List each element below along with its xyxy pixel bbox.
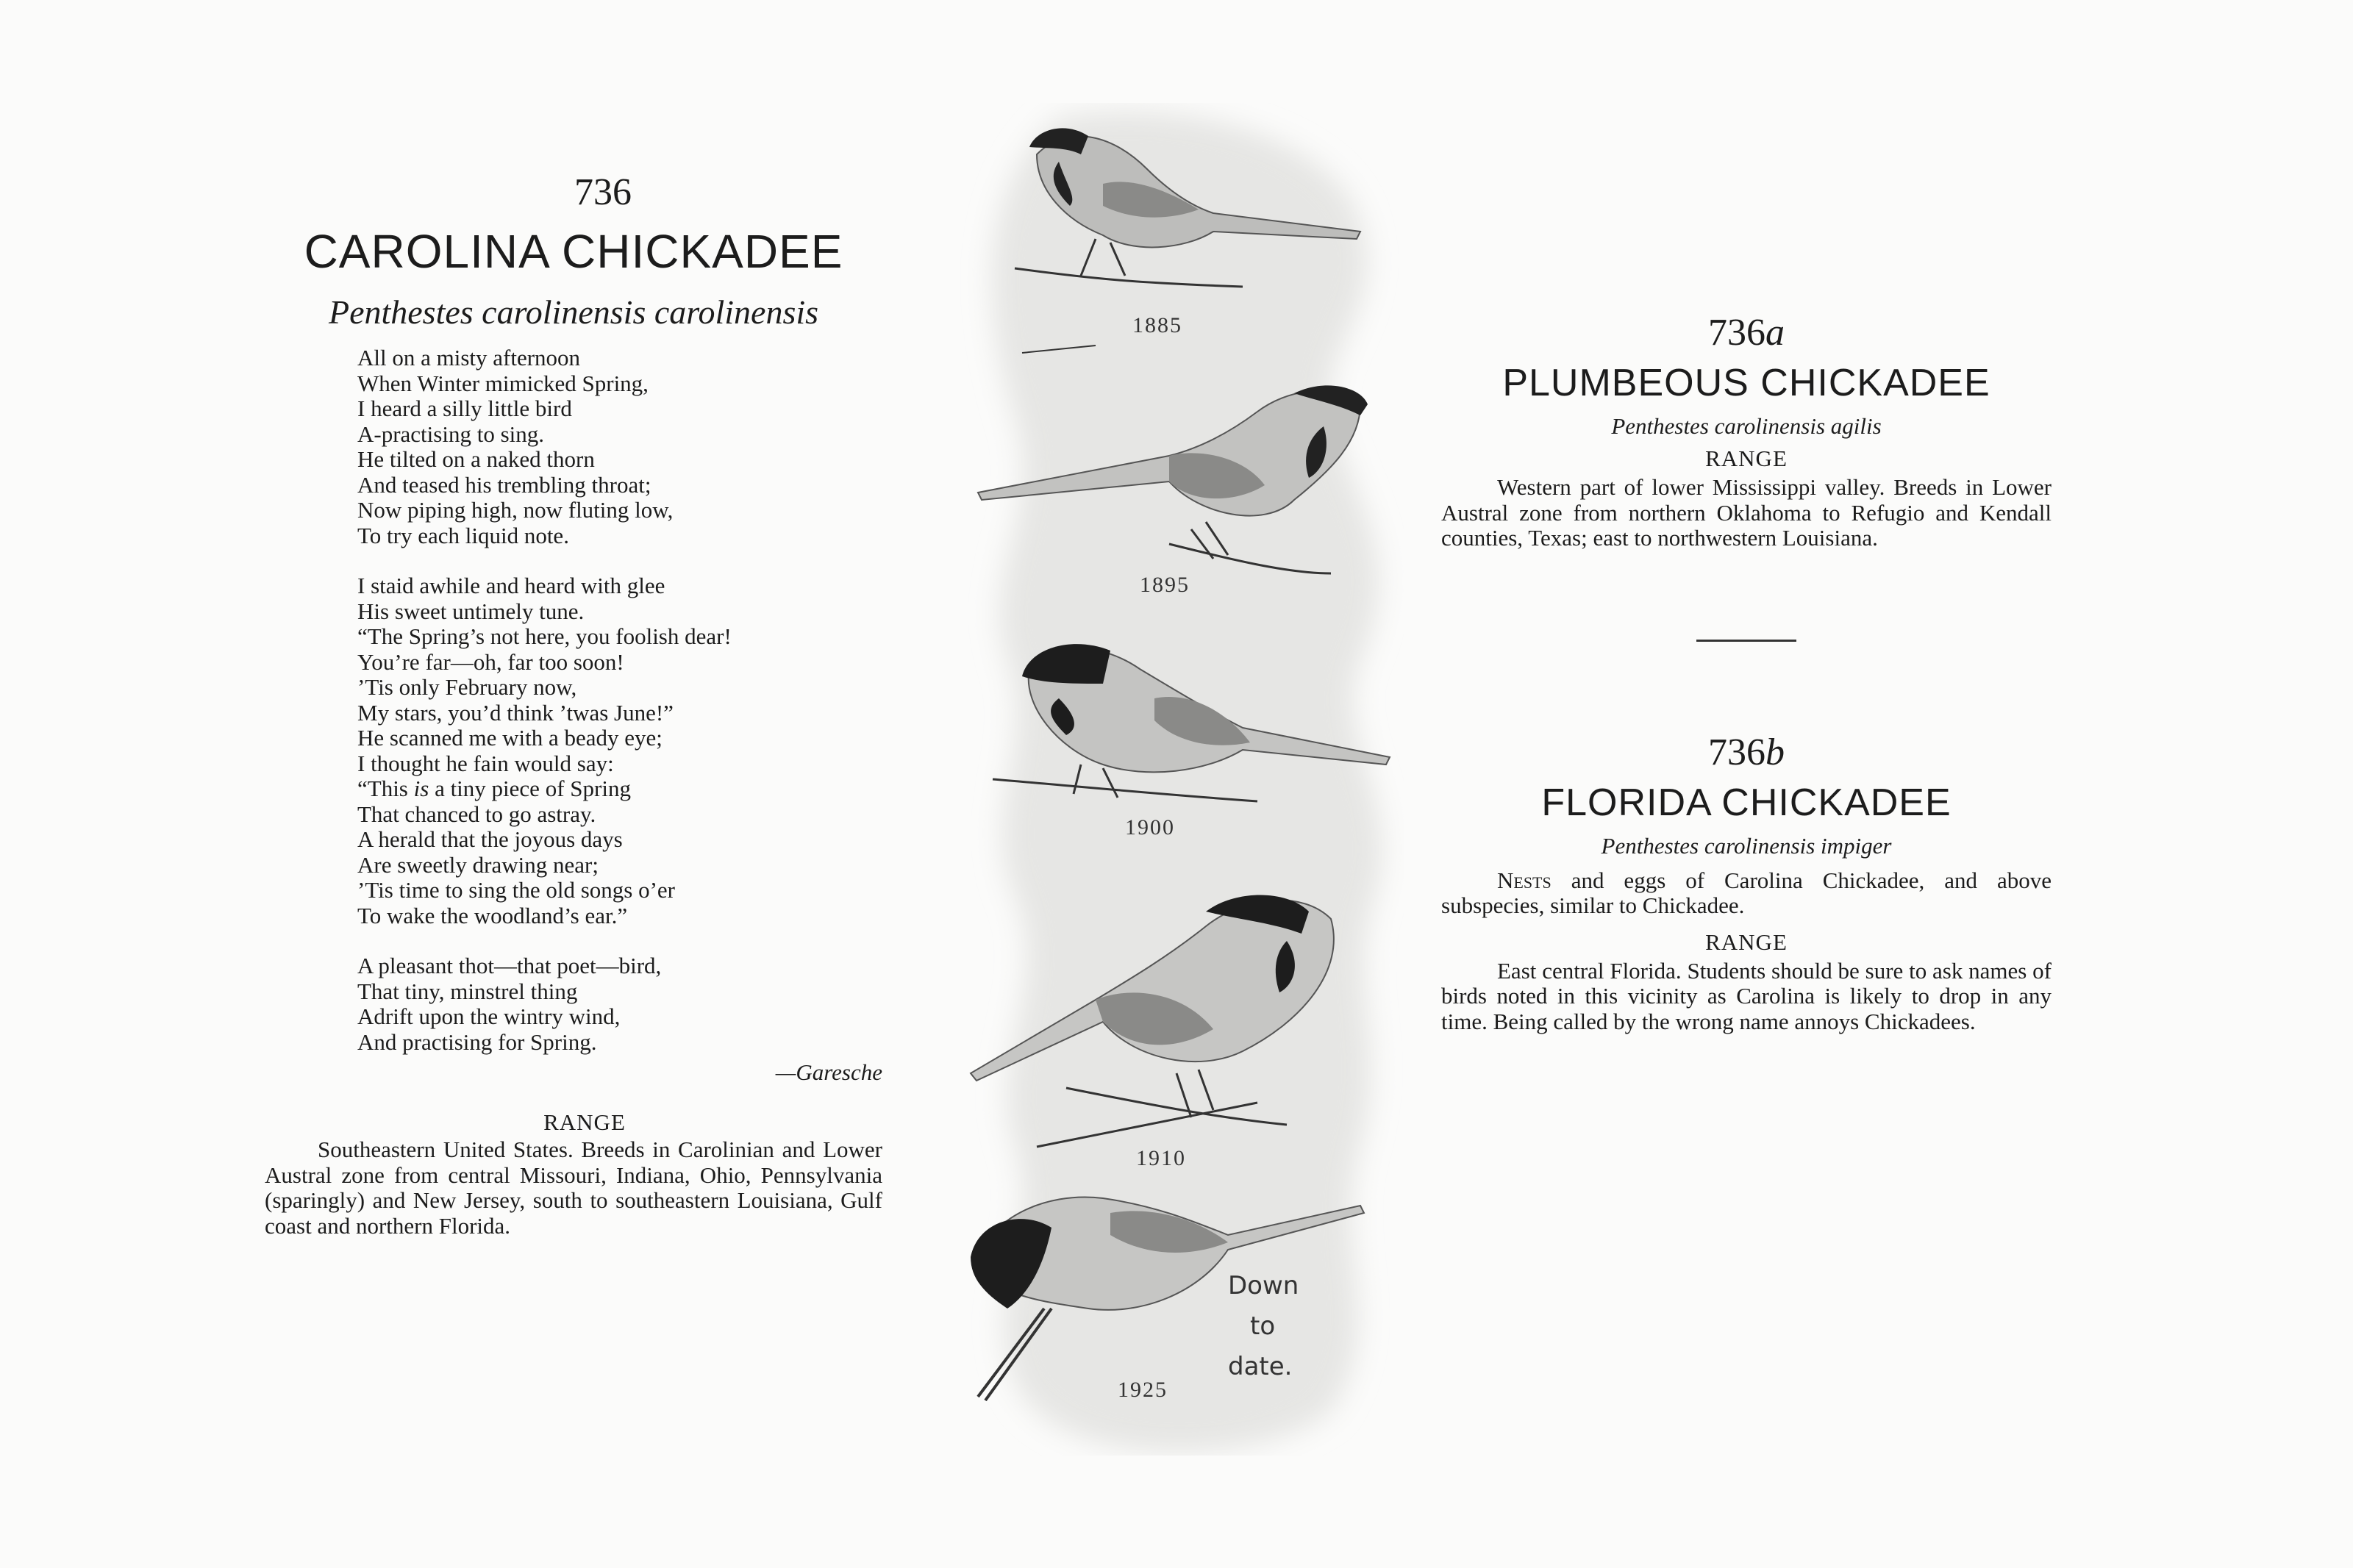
poem-line: Now piping high, now fluting low,	[357, 497, 674, 523]
range-heading: RANGE	[1705, 445, 1788, 471]
poem-line	[357, 776, 882, 802]
year-label-1925: 1925	[1118, 1378, 1168, 1402]
species-number-base: 736	[1708, 312, 1765, 354]
year-label-1910: 1910	[1136, 1146, 1186, 1170]
poem-line: Are sweetly drawing near;	[357, 851, 599, 878]
species-common-name: PLUMBEOUS CHICKADEE	[1502, 362, 1990, 404]
poem-line: A-practising to sing.	[357, 420, 544, 447]
poem-stanza-1	[357, 346, 882, 548]
poem-line: That chanced to go astray.	[357, 801, 596, 827]
poem-line: To wake the woodland’s ear.”	[357, 902, 628, 928]
species-number-base: 736	[1708, 731, 1765, 773]
species-number-suffix: b	[1765, 731, 1785, 773]
poem-line: A herald that the joyous days	[357, 826, 623, 852]
section-divider	[1696, 640, 1796, 642]
handwritten-note-line-3: date.	[1228, 1352, 1293, 1381]
poem-line: That tiny, minstrel thing	[357, 978, 578, 1004]
range-heading: RANGE	[1705, 928, 1788, 955]
poem-line-part: “This	[357, 776, 414, 801]
poem-line-part: a tiny piece of Spring	[429, 776, 631, 801]
year-label-1895: 1895	[1140, 573, 1190, 597]
handwritten-note-line-2: to	[1250, 1311, 1276, 1341]
species-number	[1441, 309, 2052, 357]
florida-chickadee-section	[1441, 728, 2052, 1035]
subspecies-section	[1441, 309, 2052, 1034]
species-number-suffix: a	[1765, 312, 1785, 354]
species-scientific-name: Penthestes carolinensis impiger	[1601, 832, 1892, 859]
poem-line: Adrift upon the wintry wind,	[357, 1003, 621, 1029]
poem-line: My stars, you’d think ’twas June!”	[357, 699, 674, 726]
poem-stanza-3	[357, 953, 882, 1055]
poem-line: I heard a silly little bird	[357, 395, 572, 421]
poem-line: And practising for Spring.	[357, 1028, 597, 1055]
nests-text	[1441, 868, 2052, 919]
plumbeous-chickadee-section	[1441, 309, 2052, 551]
poem-line: To try each liquid note.	[357, 522, 569, 548]
poem-line: ’Tis time to sing the old songs o’er	[357, 877, 676, 903]
poem-line: He scanned me with a beady eye;	[357, 725, 663, 751]
poem-line: His sweet untimely tune.	[357, 598, 585, 624]
poem-line: I staid awhile and heard with glee	[357, 573, 665, 598]
species-common-name: FLORIDA CHICKADEE	[1541, 781, 1952, 824]
range-heading: RANGE	[543, 1109, 626, 1135]
range-text: East central Florida. Students should be sure to ask names of birds noted in this vicinity as Carolina is likely to drop in any time. Being called by the wrong name annoys Chickadees.	[1441, 957, 2052, 1034]
poem-line: I thought he fain would say:	[357, 750, 614, 776]
year-label-1900: 1900	[1125, 815, 1175, 840]
poem-line: And teased his trembling throat;	[357, 471, 651, 498]
nests-body: and eggs of Carolina Chickadee, and above subspecies, similar to Chickadee.	[1441, 867, 2052, 918]
poem-stanza-2	[357, 573, 882, 928]
poem-line: “The Spring’s not here, you foolish dear!	[357, 623, 732, 649]
poem-line: You’re far—oh, far too soon!	[357, 648, 624, 675]
range-text: Western part of lower Mississippi valley. Breeds in Lower Austral zone from northern Oklahoma to Refugio and Kendall counties, Texas; east to northwestern Louisiana.	[1441, 474, 2052, 551]
poem-line: He tilted on a naked thorn	[357, 446, 595, 472]
poem-line: All on a misty afternoon	[357, 345, 581, 370]
plate-drawing	[949, 103, 1404, 1456]
species-number: 736	[574, 171, 632, 213]
species-scientific-name: Penthestes carolinensis carolinensis	[328, 293, 819, 331]
handwritten-note-line-1: Down	[1228, 1271, 1299, 1300]
nests-lead: Nests	[1497, 867, 1552, 893]
poem	[357, 346, 882, 1055]
poem-emphasis: is	[413, 776, 429, 801]
poem-line: A pleasant thot—that poet—bird,	[357, 953, 662, 978]
carolina-chickadee-section	[265, 169, 882, 1239]
poem-line: ’Tis only February now,	[357, 674, 577, 700]
poem-attribution: —Garesche	[775, 1059, 882, 1085]
range-section	[265, 1109, 882, 1239]
poem-line: When Winter mimicked Spring,	[357, 370, 649, 396]
chickadee-illustration-plate	[949, 103, 1404, 1456]
species-number	[1441, 728, 2052, 777]
species-scientific-name: Penthestes carolinensis agilis	[1611, 413, 1882, 439]
year-label-1885: 1885	[1132, 313, 1182, 337]
range-text: Southeastern United States. Breeds in Carolinian and Lower Austral zone from central Missouri, Indiana, Ohio, Pennsylvania (sparingly) and New Jersey, south to southeastern Louisiana, Gulf coast and northern Florida.	[265, 1136, 882, 1239]
species-common-name: CAROLINA CHICKADEE	[304, 225, 843, 278]
